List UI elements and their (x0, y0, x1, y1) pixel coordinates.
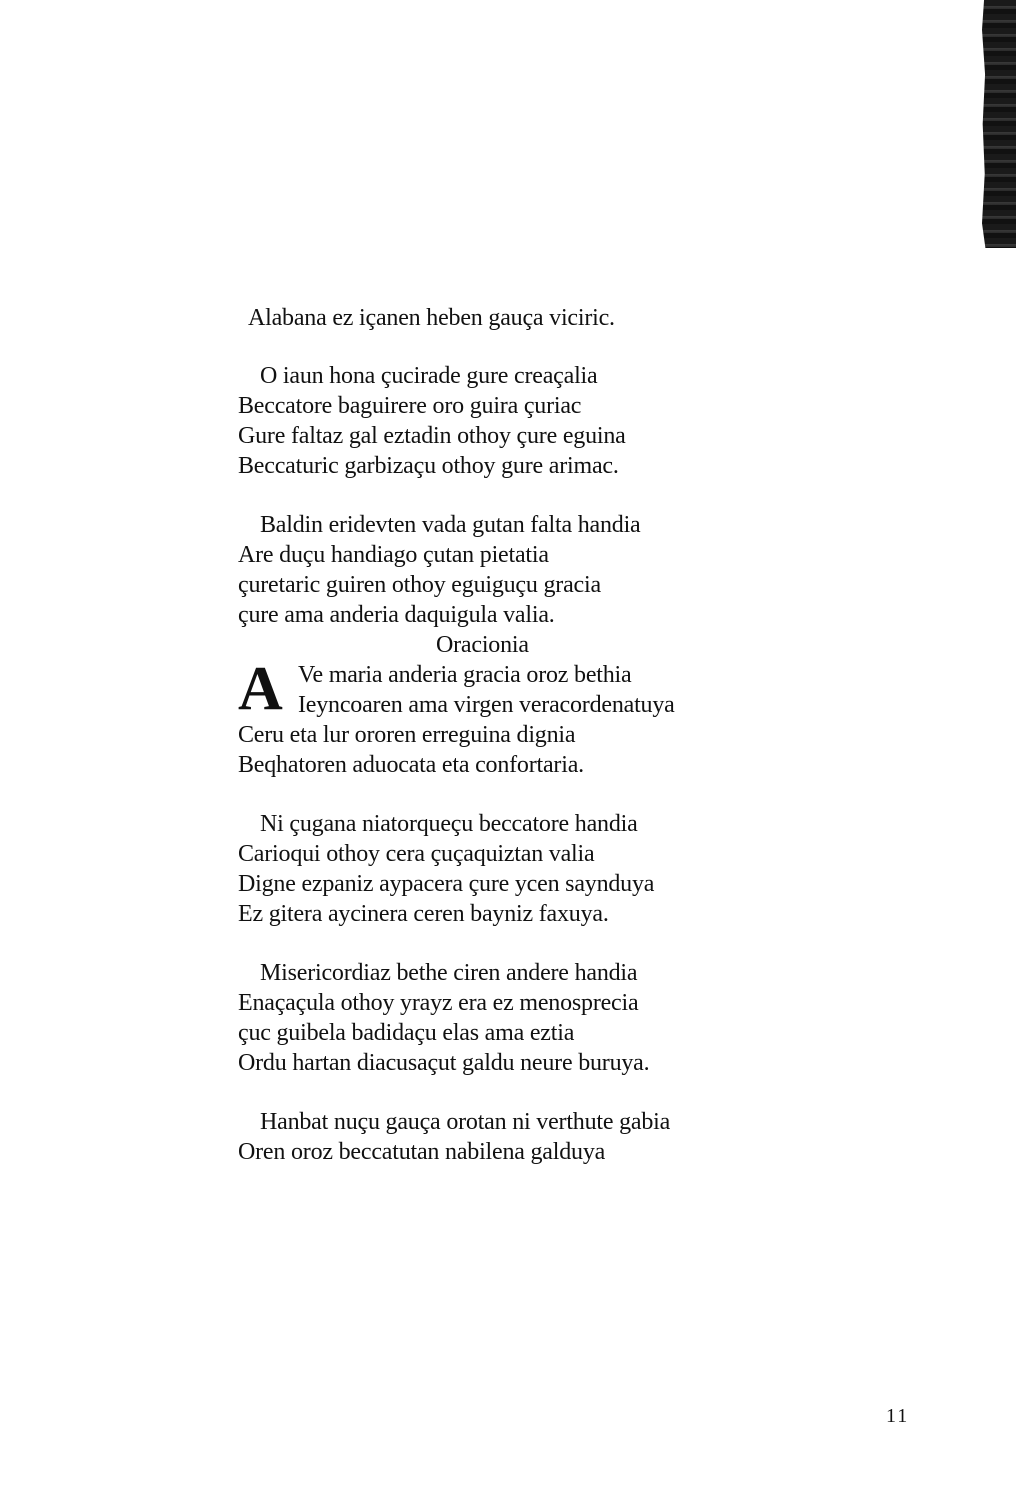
section-title: Oracionia (436, 632, 529, 658)
verse-line: Digne ezpaniz aypacera çure ycen saynduya (238, 871, 655, 897)
stanza-2 (238, 510, 798, 630)
verse-line: Baldin eridevten vada gutan falta handia (260, 512, 641, 538)
verse-line: Ordu hartan diacusaçut galdu neure buruya. (238, 1050, 650, 1076)
scanned-page-edge (982, 0, 1016, 248)
stanza-4 (238, 809, 798, 929)
verse-line: Enaçaçula othoy yrayz era ez menosprecia (238, 990, 639, 1016)
verse-line: çuretaric guiren othoy eguiguçu gracia (238, 572, 601, 598)
verse-line: Beqhatoren aduocata eta confortaria. (238, 752, 584, 778)
verse-line: Hanbat nuçu gauça orotan ni verthute gabia (260, 1109, 671, 1135)
verse-line: Beccatore baguirere oro guira çuriac (238, 393, 582, 419)
drop-cap-block (238, 655, 798, 723)
page-number: 11 (886, 1405, 910, 1427)
verse-line: Beccaturic garbizaçu othoy gure arimac. (238, 453, 619, 479)
verse-line: Oren oroz beccatutan nabilena galduya (238, 1139, 606, 1165)
stanza-3 (238, 655, 798, 780)
verse-line: Misericordiaz bethe ciren andere handia (260, 960, 638, 986)
verse-line: çuc guibela badidaçu elas ama eztia (238, 1020, 575, 1046)
verse-line: Are duçu handiago çutan pietatia (238, 542, 549, 568)
drop-cap-letter: A (238, 655, 283, 723)
stanza-1 (238, 361, 798, 481)
verse-line: Ve maria anderia gracia oroz bethia (298, 662, 632, 688)
verse-line: Ieyncoaren ama virgen veracordenatuya (298, 692, 675, 718)
verse-line: Carioqui othoy cera çuçaquiztan valia (238, 841, 595, 867)
verse-line: Ni çugana niatorqueçu beccatore handia (260, 811, 638, 837)
page-body (238, 303, 798, 1196)
verse-line: Ez gitera aycinera ceren bayniz faxuya. (238, 901, 609, 927)
verse-line: Ceru eta lur ororen erreguina dignia (238, 722, 576, 748)
stanza-5 (238, 958, 798, 1078)
verse-line: Gure faltaz gal eztadin othoy çure eguina (238, 423, 626, 449)
poem-heading: Alabana ez içanen heben gauça viciric. (248, 305, 615, 331)
verse-line: çure ama anderia daquigula valia. (238, 602, 555, 628)
verse-line: O iaun hona çucirade gure creaçalia (260, 363, 598, 389)
stanza-6 (238, 1107, 798, 1167)
